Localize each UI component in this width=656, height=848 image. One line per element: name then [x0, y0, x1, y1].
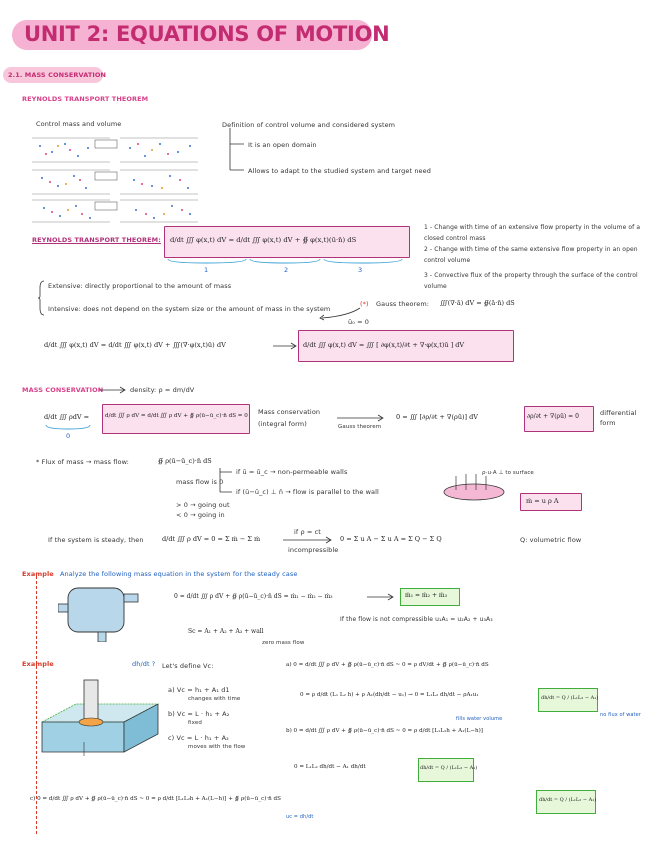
steady-arrow — [282, 536, 334, 544]
mass-cons-label: Mass conservation — [258, 408, 321, 416]
option-b-note: fixed — [188, 720, 202, 726]
diff-eq: ∂ρ/∂t + ∇(ρū) = 0 — [527, 413, 579, 420]
steady-label: If the system is steady, then — [48, 536, 144, 544]
tank-diagram — [58, 582, 148, 642]
flux-eq: ∯ ρ(ū−ū_c)·n̄ dS — [158, 457, 212, 465]
result-a: dh/dt = Q / (L₁L₂ − A₁) — [541, 695, 599, 701]
page-title: UNIT 2: EQUATIONS OF MOTION — [24, 22, 390, 46]
rtt-note-2: 2 - Change with time of the same extensive flow property in an open control volume — [424, 246, 638, 264]
tube-eq: ṁ = u ρ A — [526, 497, 559, 505]
volumetric-flow: Q: volumetric flow — [520, 536, 582, 544]
pool-diagram — [36, 672, 162, 768]
diff-form-label: differential form — [600, 409, 637, 427]
extensive-def: Extensive: directly proportional to the amount of mass — [48, 282, 232, 290]
example-1-result: ṁ₁ = ṁ₂ + ṁ₃ — [405, 592, 447, 599]
example-2-question: dh/dt ? — [132, 660, 156, 668]
rtt-mark-2: 2 — [284, 266, 289, 274]
integral-form-label: (integral form) — [258, 420, 307, 428]
eq-c: c) 0 = d/dt ∭ ρ dV + ∯ ρ(ū−ū_c)·n̄ dS ~ 0 = ρ d/dt [L₁L₂h + A₁(L−h)] + ∯ ρ(ū−ū_c)·n̄ dS — [30, 796, 281, 802]
example-2-define: Let's define Vc: — [162, 662, 214, 670]
property-brace — [38, 280, 46, 316]
eq-a1: a) 0 = d/dt ∭ ρ dV + ∯ ρ(ū−ū_c)·n̄ dS ~ 0 = ρ dV/dt + ∯ ρ(ū−ū_c)·n̄ dS — [286, 662, 489, 668]
example-1-incomp: If the flow is not compressible u₁A₁ = u₂A₂ + u₃A₃ — [340, 616, 493, 623]
gauss-arrow-label: Gauss theorem — [338, 424, 382, 430]
result-c: dh/dt = Q / (L₁L₂ − A₁) — [539, 797, 597, 803]
cv-definition: Definition of control volume and considered system — [222, 121, 396, 129]
example-1-arrow — [366, 593, 396, 601]
note-b: fills water volume — [456, 716, 503, 722]
example-1-sc: Sc = A₁ + A₂ + A₃ + wall — [188, 628, 264, 635]
density-arrow — [98, 386, 128, 394]
mass-zero-mark: 0 — [66, 432, 71, 440]
option-a: a) Vc = h₁ + A₁ d1 — [168, 686, 230, 694]
intensive-def: Intensive: does not depend on the system size or the amount of mass in the system — [48, 305, 331, 313]
rtt-note-1: 1 - Change with time of an extensive flow property in the volume of a closed control mass — [424, 224, 641, 242]
going-out: > 0 → going out — [176, 501, 230, 509]
case-1: if ū = ū_c → non-permeable walls — [236, 468, 348, 476]
density-def: density: ρ = dm/dV — [130, 386, 195, 394]
mass-heading: MASS CONSERVATION — [22, 386, 104, 394]
rtt-heading: REYNOLDS TRANSPORT THEOREM — [22, 95, 149, 103]
incompressible-label: incompressible — [288, 546, 339, 554]
example-1-eq: 0 = d/dt ∭ ρ dV + ∯ ρ(ū−ū_c)·n̄ dS = ṁ₁ − ṁ₂ − ṁ₃ — [174, 593, 333, 600]
definition-brackets — [228, 128, 248, 176]
mass-gauss-arrow — [336, 414, 386, 422]
mass-underbrace — [44, 424, 94, 432]
tube-note: ρ·u·A ⊥ to surface — [482, 470, 534, 476]
gauss-note: (*) — [360, 300, 369, 308]
rtt-mark-1: 1 — [204, 266, 209, 274]
option-c: c) Vc = L · h₁ + A₂ — [168, 734, 229, 742]
going-in: < 0 → going in — [176, 511, 225, 519]
example-1-task: Analyze the following mass equation in the system for the steady case — [60, 570, 298, 578]
option-a-note: changes with time — [188, 696, 241, 702]
example-1-tag: Example — [22, 570, 54, 578]
rtt-derivation: d/dt ∭ φ(x,t) dV = d/dt ∭ φ(x,t) dV + ∭(∇·φ(x,t)ū) dV — [44, 341, 226, 349]
gauss-eq: ∭(∇·ā) dV = ∯(ā·n̄) dS — [440, 299, 515, 307]
gauss-zero: ū₀ = 0 — [348, 318, 370, 326]
cv-bullet-2: Allows to adapt to the studied system and target need — [248, 167, 431, 175]
rtt-theorem-eq: d/dt ∭ φ(x,t) dV = d/dt ∭ φ(x,t) dV + ∯ φ(x,t)(ū·n̄) dS — [170, 236, 357, 244]
mass-eq-box — [102, 404, 250, 434]
note-b2: no flux of water — [600, 712, 641, 718]
rtt-final-eq: d/dt ∭ φ(x,t) dV = ∭ [ ∂φ(x,t)/∂t + ∇·φ(x,t)ū ] dV — [303, 341, 465, 349]
section-label: 2.1. MASS CONSERVATION — [8, 71, 107, 79]
control-volume-diagram — [30, 134, 200, 226]
steady-eq-2: 0 = Σ u A − Σ u A = Σ Q − Σ Q — [340, 535, 442, 543]
rtt-subtitle: Control mass and volume — [36, 120, 122, 128]
rtt-mark-3: 3 — [358, 266, 363, 274]
gauss-label: Gauss theorem: — [376, 300, 430, 308]
mass-eq-left: d/dt ∭ ρ dV = d/dt ∭ ρ dV + ∯ ρ(ū−ū_c)·n̄ dS = 0 — [105, 413, 248, 419]
mass-flow-label: mass flow is 0 — [176, 478, 224, 486]
eq-a2: 0 = ρ d/dt (L₁ L₂ h) + ρ A₁(dh/dt − u₁) → 0 = L₁L₂ dh/dt − ρA₁u₁ — [300, 692, 479, 698]
rtt-note-3: 3 - Convective flux of the property through the surface of the control volume — [424, 272, 638, 290]
steady-eq: d/dt ∭ ρ dV = 0 = Σ ṁ − Σ ṁ — [162, 535, 261, 543]
flux-line: * Flux of mass → mass flow: — [36, 458, 129, 466]
derivation-arrow — [272, 342, 298, 350]
rtt-theorem-label: REYNOLDS TRANSPORT THEOREM: — [32, 236, 161, 244]
mass-eq-left-lhs: d/dt ∭ ρdV = — [44, 413, 90, 421]
example-1-zero-flow: zero mass flow — [262, 640, 305, 646]
uc-note: uc = dh/dt — [286, 814, 314, 820]
eq-b1: b) 0 = d/dt ∭ ρ dV + ∯ ρ(ū−ū_c)·n̄ dS ~ 0 = ρ d/dt [L₁L₂h + A₁(L−h)] — [286, 728, 483, 734]
flux-bracket — [218, 466, 236, 496]
cv-bullet-1: It is an open domain — [248, 141, 317, 149]
option-c-note: moves with the flow — [188, 744, 246, 750]
example-2-tag: Example — [22, 660, 54, 668]
eq-b2: 0 = L₁L₂ dh/dt − A₁ dh/dt — [294, 764, 366, 770]
mass-eq-right: 0 = ∭ [∂ρ/∂t + ∇(ρū)] dV — [396, 413, 478, 421]
case-2: if (ū−ū_c) ⊥ n̄ → flow is parallel to the wall — [236, 488, 379, 496]
result-b: dh/dt = Q / (L₁L₂ − A₁) — [420, 765, 478, 771]
if-const: if ρ = ct — [294, 528, 321, 536]
option-b: b) Vc = L · h₁ + A₂ — [168, 710, 230, 718]
